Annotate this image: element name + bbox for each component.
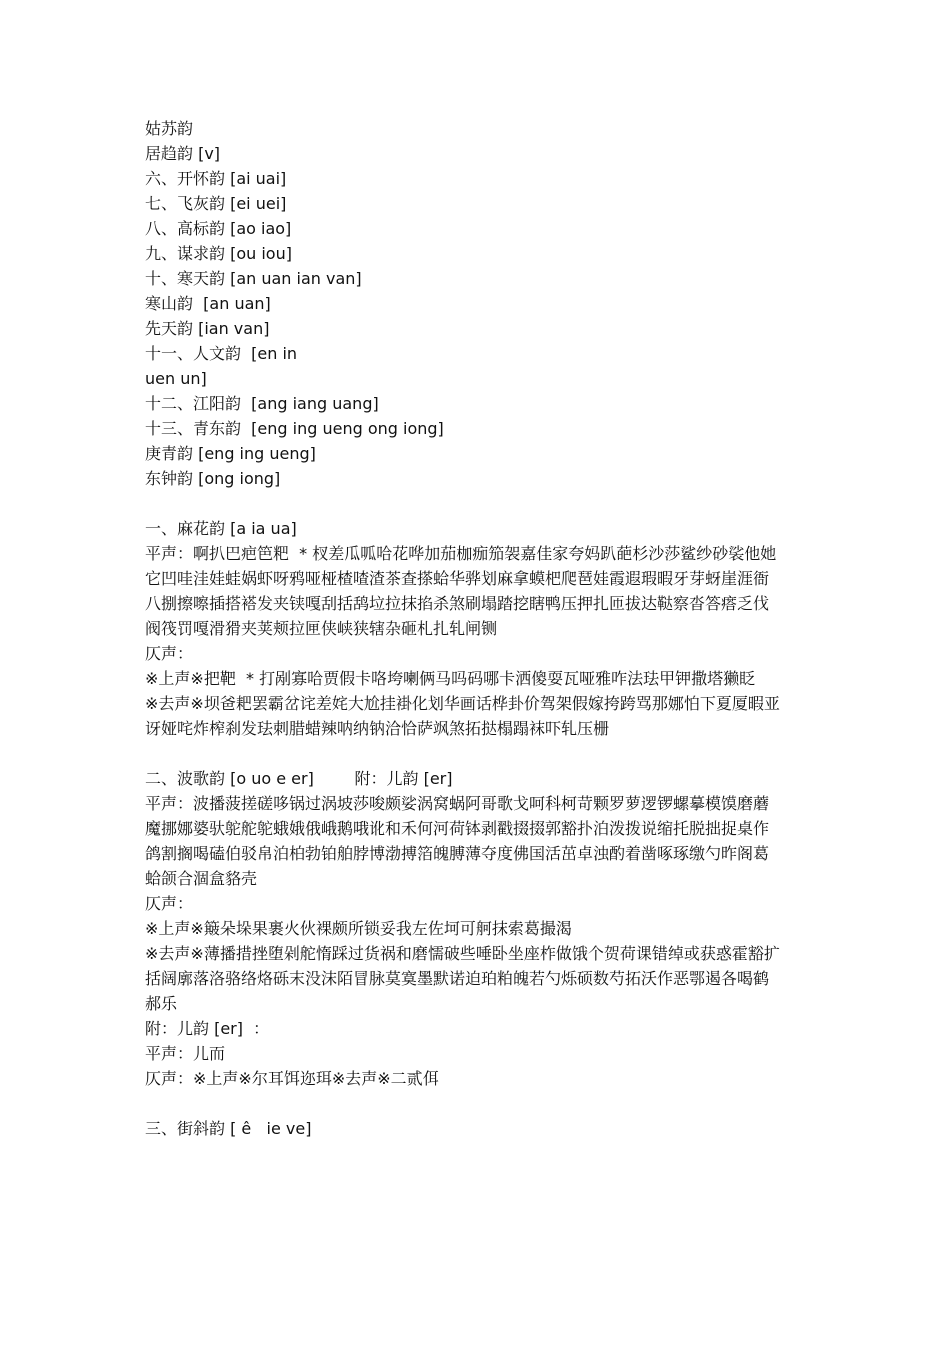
er-ping-sheng: 平声：儿而 bbox=[145, 1044, 226, 1063]
rhyme-index-list bbox=[145, 116, 780, 491]
index-line: 十三、青东韵 [eng ing ueng ong iong] bbox=[145, 419, 444, 438]
ze-sheng-label: 仄声： bbox=[145, 644, 194, 663]
er-rhyme-heading: 附：儿韵 [er] ： bbox=[145, 1019, 270, 1038]
spacer bbox=[145, 741, 780, 766]
section-jiexie bbox=[145, 1116, 780, 1141]
section-heading: 三、街斜韵 [ ê ie ve] bbox=[145, 1119, 312, 1138]
index-line: uen un] bbox=[145, 369, 207, 388]
shang-sheng-paragraph: ※上声※簸朵垛果裹火伙裸颇所锁妥我左佐坷可舸抹索葛撮渴 bbox=[145, 919, 572, 938]
index-line: 寒山韵 [an uan] bbox=[145, 294, 271, 313]
index-line: 六、开怀韵 [ai uai] bbox=[145, 169, 287, 188]
section-heading: 二、波歌韵 [o uo e er] 附：儿韵 [er] bbox=[145, 769, 453, 788]
index-line: 姑苏韵 bbox=[145, 119, 194, 138]
index-line: 居趋韵 [v] bbox=[145, 144, 221, 163]
index-line: 东钟韵 [ong iong] bbox=[145, 469, 281, 488]
qu-sheng-paragraph: ※去声※薄播措挫堕剁舵惰踩过货祸和磨懦破些唾卧坐座柞做饿个贺荷课错绰或获惑霍豁扩括阔廓落洛骆络烙砾末没沫陌冒脉莫寞墨默诺迫珀粕魄若勺烁硕数芍拓沃作恶鄂遏各喝鹤郝乐 bbox=[145, 944, 780, 1013]
section-mahua bbox=[145, 516, 780, 741]
index-line: 七、飞灰韵 [ei uei] bbox=[145, 194, 287, 213]
section-heading: 一、麻花韵 [a ia ua] bbox=[145, 519, 297, 538]
index-line: 十二、江阳韵 [ang iang uang] bbox=[145, 394, 379, 413]
ping-sheng-paragraph: 平声：波播菠搓磋哆锅过涡坡莎唆颇娑涡窝蜗阿哥歌戈呵科柯苛颗罗萝逻锣螺摹模馍磨蘑魔挪娜婆驮鸵舵鸵蛾娥俄峨鹅哦讹和禾何河荷钵剥戳掇掇郭豁扑泊泼拨说缩托脱拙捉桌作鸽割搁喝磕伯驳帛泊柏勃铂舶脖博渤搏箔魄膊薄夺度佛国活茁卓浊酌着凿啄琢缴勺昨阁葛蛤颌合涸盒貉壳 bbox=[145, 794, 770, 888]
index-line: 十一、人文韵 [en in bbox=[145, 344, 298, 363]
index-line: 庚青韵 [eng ing ueng] bbox=[145, 444, 316, 463]
index-line: 九、谋求韵 [ou iou] bbox=[145, 244, 292, 263]
shang-sheng-paragraph: ※上声※把靶 * 打剐寡哈贾假卡咯垮喇俩马吗码哪卡洒傻耍瓦哑雅咋法珐甲钾撒塔獭眨 bbox=[145, 669, 756, 688]
qu-sheng-paragraph: ※去声※坝爸耙罢霸岔诧差姹大尬挂褂化划华画话桦卦价驾架假嫁挎跨骂那娜怕下夏厦暇亚讶娅咤炸榨刹发珐刺腊蜡辣呐纳钠洽恰萨飒煞拓挞榻蹋袜吓轧压栅 bbox=[145, 694, 780, 738]
er-ze-sheng: 仄声：※上声※尔耳饵迩珥※去声※二贰佴 bbox=[145, 1069, 439, 1088]
index-line: 先天韵 [ian van] bbox=[145, 319, 270, 338]
section-boge bbox=[145, 766, 780, 1091]
index-line: 十、寒天韵 [an uan ian van] bbox=[145, 269, 362, 288]
ping-sheng-paragraph: 平声：啊扒巴疤笆粑 * 杈差瓜呱哈花哗加茄枷痂笳袈嘉佳家夸妈趴葩杉沙莎鲨纱砂裟他她它凹哇洼娃蛙娲虾呀鸦哑桠楂喳渣茶查搽蛤华骅划麻拿蟆杷爬琶娃霞遐瑕暇牙芽蚜崖涯衙八捌擦嚓插搭褡发夹铗嘎刮括鸹垃拉抹掐杀煞刷塌踏挖瞎鸭压押扎匝拔达鞑察沓答瘩乏伐阀筏罚嘎滑猾夹荚颊拉匣侠峡狭辖杂砸札扎轧闸铡 bbox=[145, 544, 777, 638]
spacer bbox=[145, 491, 780, 516]
index-line: 八、高标韵 [ao iao] bbox=[145, 219, 292, 238]
ze-sheng-label: 仄声： bbox=[145, 894, 194, 913]
spacer bbox=[145, 1091, 780, 1116]
